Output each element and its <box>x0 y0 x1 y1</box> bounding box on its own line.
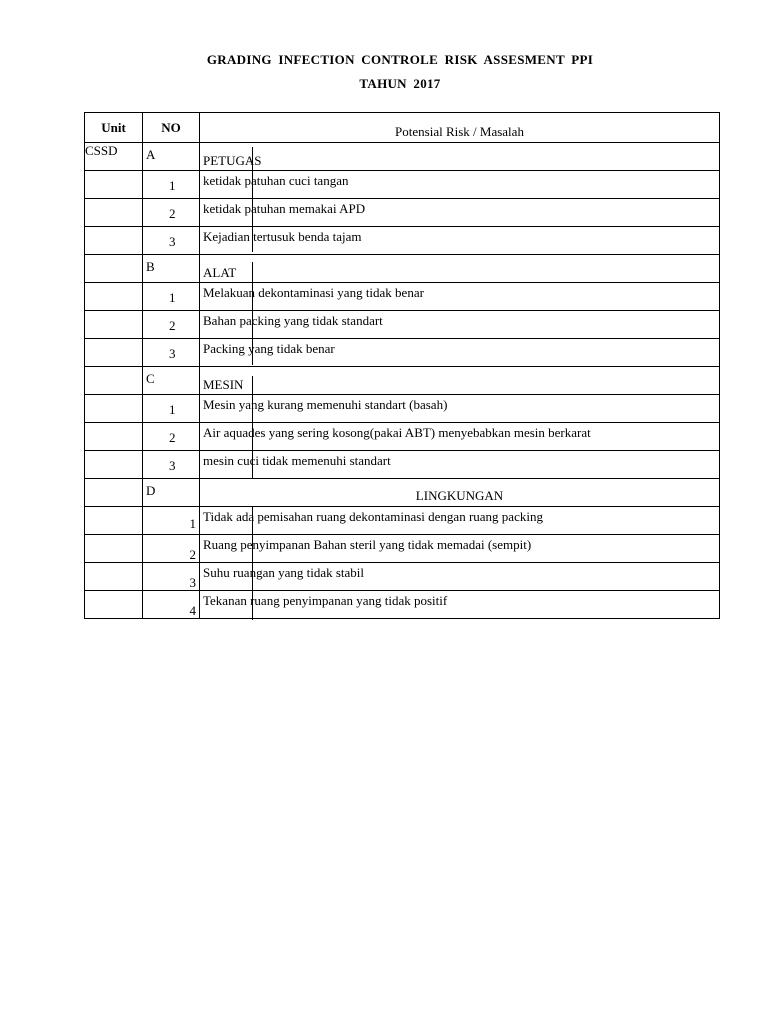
item-number: 2 <box>169 206 176 221</box>
unit-cell <box>85 591 143 619</box>
item-number-cell <box>143 339 200 367</box>
category-row <box>85 143 720 171</box>
item-description: Mesin yang kurang memenuhi standart (basah) <box>203 397 448 412</box>
table-row <box>85 535 720 563</box>
item-number-cell <box>143 227 200 255</box>
item-number-cell <box>143 535 200 563</box>
category-cell <box>200 255 720 283</box>
item-number-cell <box>143 311 200 339</box>
document-subtitle-year: TAHUN 2017 <box>359 76 441 91</box>
item-description: ketidak patuhan cuci tangan <box>203 173 349 188</box>
item-number-cell <box>143 171 200 199</box>
item-description: Bahan packing yang tidak standart <box>203 313 383 328</box>
category-letter: C <box>146 371 155 386</box>
item-number: 3 <box>169 346 176 361</box>
unit-cell <box>85 311 143 339</box>
item-description-cell <box>200 535 720 563</box>
unit-cell <box>85 199 143 227</box>
unit-cell <box>85 395 143 423</box>
table-header-row <box>85 113 720 143</box>
header-no: NO <box>143 113 200 143</box>
unit-cell: CSSD <box>85 143 143 171</box>
category-letter: A <box>146 147 156 162</box>
category-letter-cell <box>143 255 200 283</box>
table-row <box>85 395 720 423</box>
item-description-cell <box>200 171 720 199</box>
category-row <box>85 367 720 395</box>
category-cell <box>200 367 720 395</box>
table-row <box>85 171 720 199</box>
item-number: 1 <box>189 516 196 531</box>
item-description: mesin cuci tidak memenuhi standart <box>203 453 391 468</box>
item-number: 1 <box>169 290 176 305</box>
category-cell <box>200 479 720 507</box>
item-description-cell <box>200 283 720 311</box>
table-row <box>85 227 720 255</box>
header-unit: Unit <box>85 113 143 143</box>
table-row <box>85 339 720 367</box>
item-number: 2 <box>169 318 176 333</box>
unit-cell <box>85 339 143 367</box>
item-description-cell <box>200 311 720 339</box>
table-row <box>85 451 720 479</box>
item-number-cell <box>143 451 200 479</box>
item-description: Air aquades yang sering kosong(pakai ABT) menyebabkan mesin berkarat <box>203 425 591 440</box>
unit-cell <box>85 479 143 507</box>
item-number: 2 <box>189 547 196 562</box>
item-description: Tidak ada pemisahan ruang dekontaminasi dengan ruang packing <box>203 509 543 524</box>
item-number-cell <box>143 591 200 619</box>
unit-cell <box>85 283 143 311</box>
category-letter-cell <box>143 367 200 395</box>
grid-line <box>252 262 253 365</box>
item-number-cell <box>143 423 200 451</box>
category-label: MESIN <box>203 377 244 392</box>
grid-line <box>252 147 253 252</box>
item-number: 3 <box>189 575 196 590</box>
item-description: Ruang penyimpanan Bahan steril yang tidak memadai (sempit) <box>203 537 532 552</box>
table-row <box>85 423 720 451</box>
category-row <box>85 255 720 283</box>
header-potential-risk: Potensial Risk / Masalah <box>200 113 720 143</box>
item-number: 3 <box>169 458 176 473</box>
table-row <box>85 591 720 619</box>
grid-line <box>252 376 253 478</box>
table-row <box>85 311 720 339</box>
category-label: PETUGAS <box>203 153 262 168</box>
item-number: 3 <box>169 234 176 249</box>
unit-cell <box>85 535 143 563</box>
item-description-cell <box>200 507 720 535</box>
unit-cell <box>85 451 143 479</box>
item-number: 4 <box>189 603 196 618</box>
item-description: ketidak patuhan memakai APD <box>203 201 366 216</box>
item-number: 1 <box>169 402 176 417</box>
category-label: ALAT <box>203 265 237 280</box>
item-number-cell <box>143 283 200 311</box>
item-description-cell <box>200 395 720 423</box>
unit-cell <box>85 367 143 395</box>
category-letter: D <box>146 483 156 498</box>
unit-cell <box>85 171 143 199</box>
unit-cell <box>85 563 143 591</box>
item-number: 1 <box>169 178 176 193</box>
document-title: GRADING INFECTION CONTROLE RISK ASSESMENT PPI <box>206 52 594 67</box>
item-description: Tekanan ruang penyimpanan yang tidak positif <box>203 593 448 608</box>
item-description-cell <box>200 451 720 479</box>
item-number: 2 <box>169 430 176 445</box>
grid-line <box>252 507 253 620</box>
category-letter-cell <box>143 479 200 507</box>
item-description-cell <box>200 423 720 451</box>
item-description-cell <box>200 563 720 591</box>
item-description-cell <box>200 591 720 619</box>
category-letter: B <box>146 259 155 274</box>
item-description-cell <box>200 227 720 255</box>
item-number-cell <box>143 199 200 227</box>
risk-assessment-table <box>84 112 720 619</box>
category-label: LINGKUNGAN <box>415 488 504 503</box>
item-number-cell <box>143 395 200 423</box>
item-number-cell <box>143 507 200 535</box>
category-cell <box>200 143 720 171</box>
unit-cell <box>85 507 143 535</box>
table-row <box>85 507 720 535</box>
unit-cell <box>85 255 143 283</box>
item-number-cell <box>143 563 200 591</box>
item-description: Melakuan dekontaminasi yang tidak benar <box>203 285 424 300</box>
item-description: Packing yang tidak benar <box>203 341 335 356</box>
category-row <box>85 479 720 507</box>
item-description: Suhu ruangan yang tidak stabil <box>203 565 365 580</box>
category-letter-cell <box>143 143 200 171</box>
item-description-cell <box>200 199 720 227</box>
item-description-cell <box>200 339 720 367</box>
unit-cell <box>85 227 143 255</box>
item-description: Kejadian tertusuk benda tajam <box>203 229 362 244</box>
table-row <box>85 563 720 591</box>
table-row <box>85 199 720 227</box>
unit-cell <box>85 423 143 451</box>
table-row <box>85 283 720 311</box>
